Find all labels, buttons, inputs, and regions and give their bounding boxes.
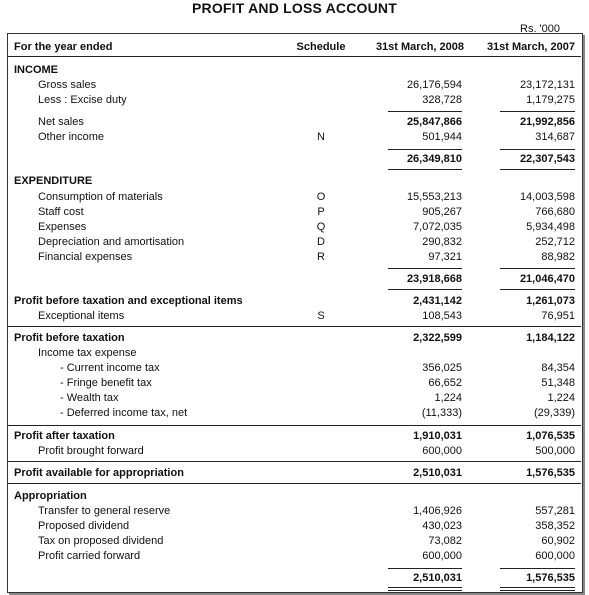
value-2008: (11,333) — [421, 407, 462, 419]
value-2008: 356,025 — [422, 362, 462, 374]
financial-row — [0, 250, 589, 265]
value-2007: 5,934,498 — [526, 221, 575, 233]
carried-forward-row — [0, 549, 589, 564]
schedule-ref: Q — [316, 221, 326, 233]
page-title: PROFIT AND LOSS ACCOUNT — [191, 0, 397, 16]
value-2007: 76,951 — [541, 310, 575, 322]
value-2008: 290,832 — [422, 236, 462, 248]
row-label: - Wealth tax — [60, 392, 119, 404]
section-rule — [8, 425, 581, 426]
appropriation-total-row — [0, 571, 589, 586]
value-2007: (29,339) — [534, 407, 575, 419]
available-row — [0, 466, 589, 481]
value-2007: 1,184,122 — [526, 332, 575, 344]
value-2008: 2,322,599 — [413, 332, 462, 344]
row-label: Profit available for appropriation — [14, 467, 184, 479]
general-reserve-row — [0, 504, 589, 519]
value-2008: 73,082 — [428, 535, 462, 547]
total-rule — [388, 268, 462, 269]
value-2007: 60,902 — [541, 535, 575, 547]
schedule-ref: O — [316, 191, 326, 203]
value-2008: 1,224 — [434, 392, 462, 404]
row-label: - Deferred income tax, net — [60, 407, 188, 419]
value-2008: 66,652 — [428, 377, 462, 389]
value-2008: 26,349,810 — [406, 153, 462, 165]
value-2007: 500,000 — [535, 445, 575, 457]
exceptional-row — [0, 309, 589, 324]
double-underline — [500, 587, 575, 591]
value-2008: 25,847,866 — [406, 116, 462, 128]
dividend-tax-row — [0, 534, 589, 549]
value-2007: 22,307,543 — [519, 153, 575, 165]
schedule-ref: S — [317, 310, 325, 322]
income-heading: INCOME — [14, 64, 58, 76]
other-income-row — [0, 130, 589, 145]
value-2008: 2,431,142 — [413, 295, 462, 307]
gross-sales-row — [0, 78, 589, 93]
pat-row — [0, 429, 589, 444]
tax-heading-row — [0, 346, 589, 361]
value-2008: 23,918,668 — [406, 273, 462, 285]
value-2007: 84,354 — [541, 362, 575, 374]
total-rule — [388, 568, 462, 569]
row-label: Gross sales — [38, 79, 97, 91]
header-col2: 31st March, 2007 — [486, 41, 575, 53]
value-2008: 1,910,031 — [413, 430, 462, 442]
section-rule — [8, 461, 581, 462]
schedule-ref: P — [317, 206, 325, 218]
current-tax-row — [0, 361, 589, 376]
subtotal-rule — [388, 111, 462, 112]
value-2008: 2,510,031 — [413, 467, 462, 479]
row-label: Profit carried forward — [38, 550, 141, 562]
header-label: For the year ended — [14, 41, 113, 53]
expenditure-heading-row — [0, 174, 589, 189]
header-col1: 31st March, 2008 — [375, 41, 464, 53]
value-2007: 14,003,598 — [519, 191, 575, 203]
value-2008: 7,072,035 — [413, 221, 462, 233]
total-rule — [500, 149, 575, 150]
income-total-row — [0, 152, 589, 167]
expenditure-total-row — [0, 272, 589, 287]
row-label: Expenses — [38, 221, 87, 233]
net-sales-row — [0, 115, 589, 130]
row-label: Other income — [38, 131, 105, 143]
row-label: Depreciation and amortisation — [38, 236, 185, 248]
value-2008: 430,023 — [422, 520, 462, 532]
expenses-row — [0, 220, 589, 235]
materials-row — [0, 190, 589, 205]
section-rule — [8, 326, 581, 327]
value-2007: 1,224 — [547, 392, 575, 404]
header-row — [0, 40, 589, 55]
value-2007: 557,281 — [535, 505, 575, 517]
value-2008: 97,321 — [428, 251, 462, 263]
value-2007: 252,712 — [535, 236, 575, 248]
dividend-row — [0, 519, 589, 534]
total-underline — [500, 169, 575, 170]
row-label: Exceptional items — [38, 310, 125, 322]
total-underline — [388, 169, 462, 170]
value-2007: 1,261,073 — [526, 295, 575, 307]
value-2008: 108,543 — [422, 310, 462, 322]
row-label: Financial expenses — [38, 251, 133, 263]
total-rule — [500, 268, 575, 269]
row-label: - Fringe benefit tax — [60, 377, 152, 389]
value-2007: 88,982 — [541, 251, 575, 263]
tax-heading: Income tax expense — [38, 347, 137, 359]
value-2007: 766,680 — [535, 206, 575, 218]
depreciation-row — [0, 235, 589, 250]
currency-unit: Rs. '000 — [520, 23, 561, 35]
value-2008: 1,406,926 — [413, 505, 462, 517]
total-underline — [500, 289, 575, 290]
pbt-row — [0, 331, 589, 346]
value-2008: 2,510,031 — [413, 572, 462, 584]
schedule-ref: R — [317, 251, 325, 263]
row-label: Transfer to general reserve — [38, 505, 171, 517]
double-underline — [388, 587, 462, 591]
header-schedule: Schedule — [296, 41, 346, 53]
row-label: Profit before taxation and exceptional items — [14, 295, 243, 307]
value-2007: 21,992,856 — [519, 116, 575, 128]
value-2007: 1,076,535 — [526, 430, 575, 442]
value-2007: 1,576,535 — [526, 572, 575, 584]
row-label: - Current income tax — [60, 362, 160, 374]
deferred-tax-row — [0, 406, 589, 421]
appropriation-heading: Appropriation — [14, 490, 87, 502]
row-label: Profit brought forward — [38, 445, 144, 457]
value-2007: 1,576,535 — [526, 467, 575, 479]
total-rule — [500, 568, 575, 569]
value-2008: 600,000 — [422, 445, 462, 457]
value-2008: 600,000 — [422, 550, 462, 562]
header-rule — [8, 56, 581, 57]
wealth-tax-row — [0, 391, 589, 406]
value-2008: 501,944 — [422, 131, 462, 143]
pbt-exceptional-row — [0, 294, 589, 309]
value-2007: 21,046,470 — [519, 273, 575, 285]
row-label: Less : Excise duty — [38, 94, 127, 106]
section-rule — [8, 483, 581, 484]
value-2008: 328,728 — [422, 94, 462, 106]
subtotal-rule — [500, 111, 575, 112]
expenditure-heading: EXPENDITURE — [14, 175, 93, 187]
excise-row — [0, 93, 589, 108]
appropriation-heading-row — [0, 489, 589, 504]
row-label: Proposed dividend — [38, 520, 130, 532]
value-2008: 26,176,594 — [406, 79, 462, 91]
row-label: Staff cost — [38, 206, 84, 218]
total-underline — [388, 289, 462, 290]
row-label: Tax on proposed dividend — [38, 535, 164, 547]
value-2007: 51,348 — [541, 377, 575, 389]
total-rule — [388, 149, 462, 150]
staff-row — [0, 205, 589, 220]
row-label: Profit after taxation — [14, 430, 115, 442]
schedule-ref: N — [317, 131, 325, 143]
income-heading-row — [0, 63, 589, 78]
value-2007: 1,179,275 — [526, 94, 575, 106]
value-2007: 23,172,131 — [519, 79, 575, 91]
value-2007: 314,687 — [535, 131, 575, 143]
row-label: Profit before taxation — [14, 332, 125, 344]
brought-forward-row — [0, 444, 589, 459]
fringe-tax-row — [0, 376, 589, 391]
value-2008: 905,267 — [422, 206, 462, 218]
value-2007: 600,000 — [535, 550, 575, 562]
row-label: Net sales — [38, 116, 84, 128]
value-2007: 358,352 — [535, 520, 575, 532]
schedule-ref: D — [317, 236, 325, 248]
row-label: Consumption of materials — [38, 191, 163, 203]
value-2008: 15,553,213 — [406, 191, 462, 203]
